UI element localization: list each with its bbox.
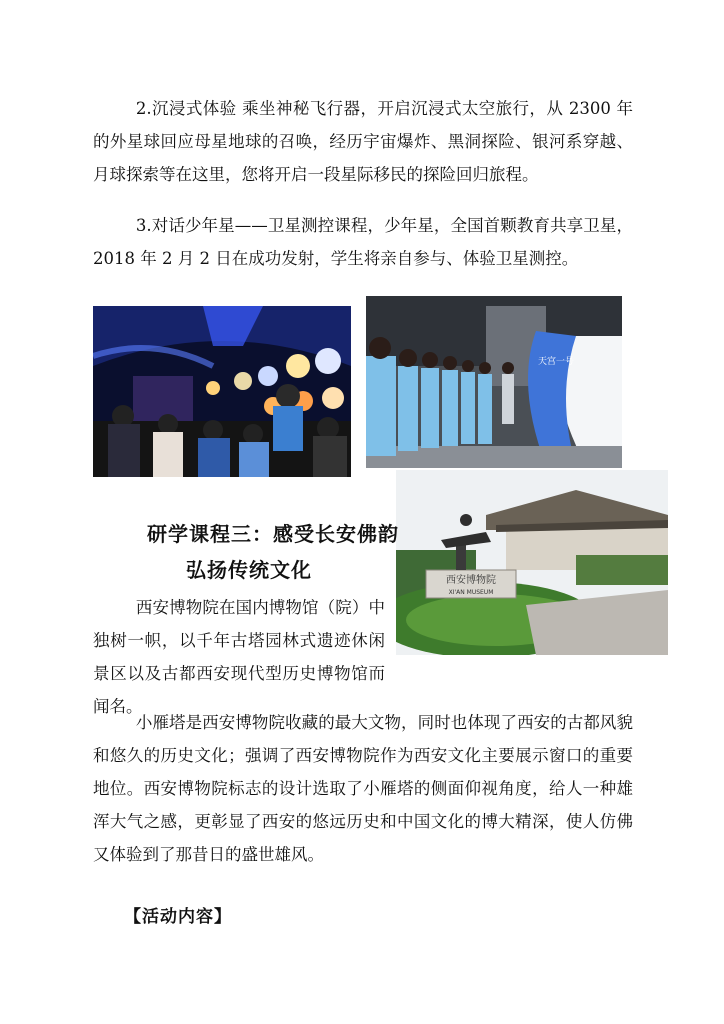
paragraph-satellite-course: 3.对话少年星——卫星测控课程，少年星，全国首颗教育共享卫星，2018 年 2 月 2 日在成功发射，学生将亲自参与、体验卫星测控。 xyxy=(93,216,633,268)
museum-sign-en: XI'AN MUSEUM xyxy=(448,589,494,596)
course-heading-line2: 弘扬传统文化 xyxy=(186,558,312,582)
photo-xian-museum xyxy=(396,470,668,655)
activity-heading: 【活动内容】 xyxy=(124,907,232,927)
rocket-label: 天宫一号 xyxy=(538,357,575,367)
paragraph-immersive-experience: 2.沉浸式体验 乘坐神秘飞行器，开启沉浸式太空旅行，从 2300 年的外星球回应母星地球的召唤，经历宇宙爆炸、黑洞探险、银河系穿越、月球探索等在这里，您将开启一段星际移民的探险回归旅程。 xyxy=(93,99,633,184)
museum-sign-cn: 西安博物院 xyxy=(446,575,496,586)
course-heading-line1: 研学课程三：感受长安佛韵 xyxy=(147,522,399,546)
paragraph-small-wild-goose-pagoda: 小雁塔是西安博物院收藏的最大文物，同时也体现了西安的古都风貌和悠久的历史文化；强调了西安博物院作为西安文化主要展示窗口的重要地位。西安博物院标志的设计选取了小雁塔的侧面仰视角度，给人一种雄浑大气之感，更彰显了西安的悠远历史和中国文化的博大精深，使人仿佛又体验到了那昔日的盛世雄风。 xyxy=(93,713,633,864)
photo-satellite-class xyxy=(366,296,622,468)
photo-space-exhibit xyxy=(93,306,351,477)
paragraph-museum-intro: 西安博物院在国内博物馆（院）中独树一帜，以千年古塔园林式遗迹休闲景区以及古都西安现代型历史博物馆而闻名。 xyxy=(93,598,385,716)
